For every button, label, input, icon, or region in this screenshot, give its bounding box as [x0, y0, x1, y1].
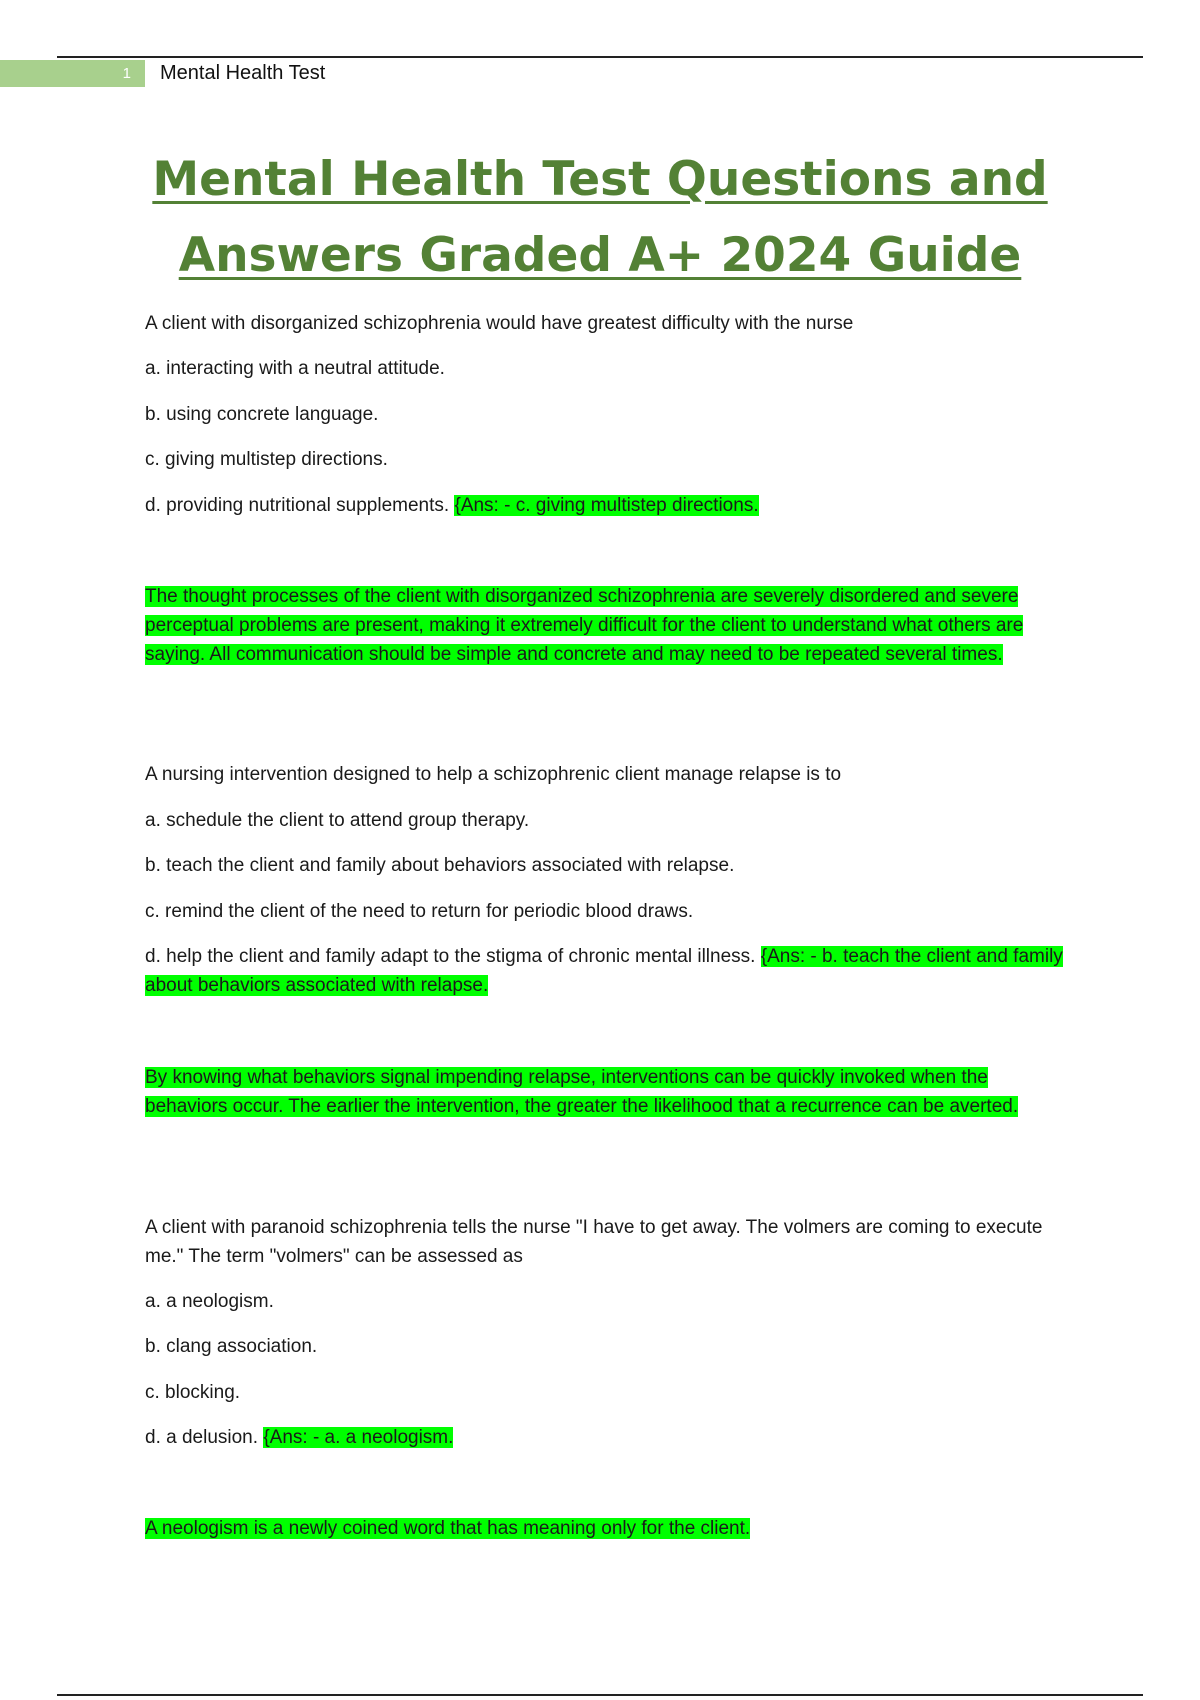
- question-2-rationale: [145, 1063, 1065, 1121]
- question-2-option-a: a. schedule the client to attend group therapy.: [145, 810, 530, 831]
- header-rule: [57, 56, 1143, 58]
- document-title-line-1: Mental Health Test Questions and: [152, 152, 1048, 207]
- question-2-stem: A nursing intervention designed to help a schizophrenic client manage relapse is to: [145, 764, 842, 785]
- question-3-option-d-line: [145, 1423, 1065, 1452]
- question-3-option-b: b. clang association.: [145, 1336, 318, 1357]
- document-title-line-2: Answers Graded A+ 2024 Guide: [178, 228, 1022, 283]
- question-2-option-b: b. teach the client and family about behaviors associated with relapse.: [145, 855, 735, 876]
- header-title: Mental Health Test: [160, 62, 326, 84]
- question-3-stem: A client with paranoid schizophrenia tells the nurse "I have to get away. The volmers are coming to execute me." The term "volmers" can be assessed as: [145, 1217, 1043, 1267]
- question-2-option-c: c. remind the client of the need to return for periodic blood draws.: [145, 901, 694, 922]
- question-1-option-d: d. providing nutritional supplements.: [145, 495, 450, 516]
- question-1-option-c: c. giving multistep directions.: [145, 449, 388, 470]
- question-3-option-c: c. blocking.: [145, 1382, 241, 1403]
- question-1-stem: A client with disorganized schizophrenia would have greatest difficulty with the nurse: [145, 313, 854, 334]
- question-1-rationale-text: The thought processes of the client with disorganized schizophrenia are severely disordered and severe perceptual problems are present, making it extremely difficult for the client to understand what others are saying. All communication should be simple and concrete and may need to be repeated several times.: [145, 586, 1024, 665]
- question-3-answer: {Ans: - a. a neologism.: [263, 1427, 454, 1448]
- question-1-option-a: a. interacting with a neutral attitude.: [145, 358, 445, 379]
- question-2-rationale-text: By knowing what behaviors signal impending relapse, interventions can be quickly invoked when the behaviors occur. The earlier the intervention, the greater the likelihood that a recurrence can be averted.: [145, 1067, 1019, 1117]
- question-1-rationale: [145, 582, 1065, 669]
- question-3-rationale: [145, 1514, 1065, 1543]
- question-1-option-b: b. using concrete language.: [145, 404, 379, 425]
- question-3-option-a: a. a neologism.: [145, 1291, 274, 1312]
- footer-rule: [57, 1694, 1143, 1696]
- question-2-option-d: d. help the client and family adapt to the stigma of chronic mental illness.: [145, 946, 756, 967]
- page-number: 1: [0, 60, 145, 87]
- question-3-option-d: d. a delusion.: [145, 1427, 259, 1448]
- question-2-option-d-line: [145, 942, 1065, 1000]
- document-title: [100, 142, 1100, 294]
- question-1-answer: {Ans: - c. giving multistep directions.: [454, 495, 759, 516]
- question-1-option-d-line: [145, 491, 1065, 520]
- question-3-rationale-text: A neologism is a newly coined word that has meaning only for the client.: [145, 1518, 751, 1539]
- question-2-answer: {Ans: - b. teach the client and family about behaviors associated with relapse.: [145, 946, 1063, 996]
